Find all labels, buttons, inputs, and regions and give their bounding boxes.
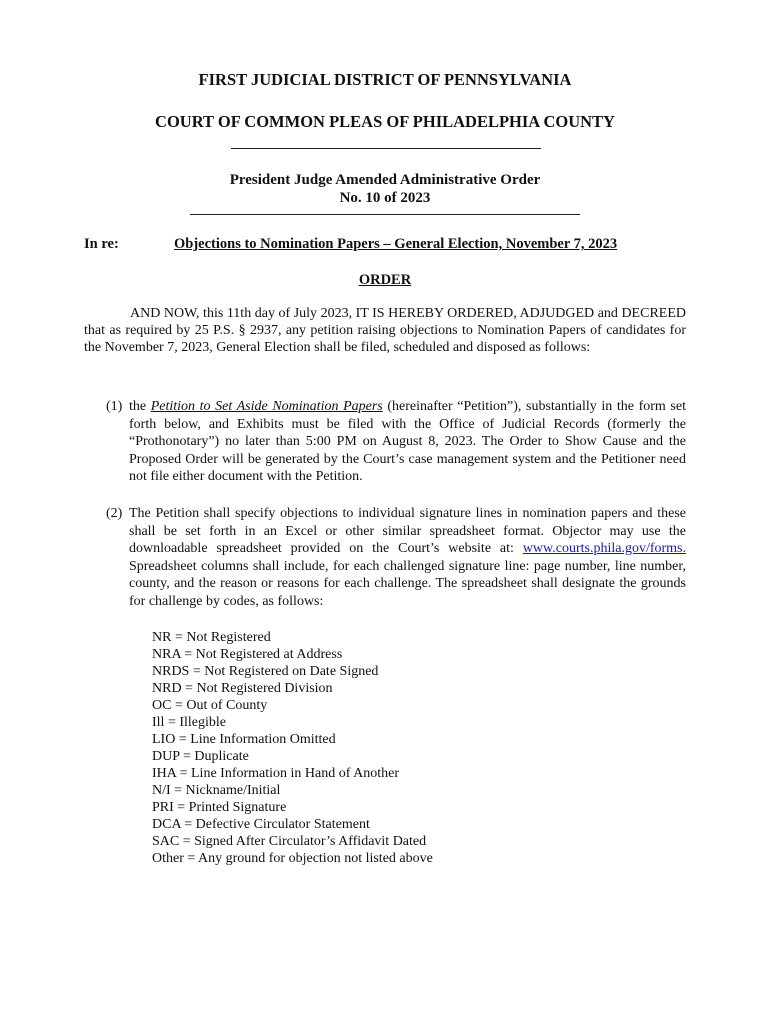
code-item: N/I = Nickname/Initial bbox=[152, 783, 281, 798]
code-item: LIO = Line Information Omitted bbox=[152, 732, 336, 747]
intro-paragraph: AND NOW, this 11th day of July 2023, IT IS HEREBY ORDERED, ADJUDGED and DECREED that as required by 25 P.S. § 2937, any petition raising objections to Nomination Papers of candidates for the November 7, 2023, General Election shall be filed, scheduled and disposed as follows: bbox=[84, 306, 686, 355]
item-body bbox=[129, 505, 686, 610]
list-item bbox=[106, 505, 686, 610]
code-item: NRA = Not Registered at Address bbox=[152, 647, 343, 662]
item-text: The Petition shall specify objections to individual signature lines in nomination papers and these shall be set forth in an Excel or other similar spreadsheet format. Objector may use the downloadable spreadsheet provided on the Court’s website at: bbox=[129, 506, 686, 556]
order-divider bbox=[190, 214, 580, 215]
item-number: (1) bbox=[106, 399, 123, 414]
item-text: Spreadsheet columns shall include, for each challenged signature line: page number, line number, county, and the reason or reasons for each challenge. The spreadsheet shall designate the grounds for challenge by codes, as follows: bbox=[129, 558, 686, 609]
item-number: (2) bbox=[106, 506, 123, 521]
in-re-label: In re: bbox=[84, 236, 119, 252]
code-item: NRD = Not Registered Division bbox=[152, 681, 333, 696]
code-item: PRI = Printed Signature bbox=[152, 800, 287, 815]
code-item: Other = Any ground for objection not listed above bbox=[152, 851, 433, 866]
in-re-subject: Objections to Nomination Papers – General Election, November 7, 2023 bbox=[174, 236, 618, 252]
heading-divider bbox=[231, 148, 541, 149]
order-title: ORDER bbox=[358, 272, 412, 288]
challenge-codes-list bbox=[152, 629, 433, 867]
code-item: NRDS = Not Registered on Date Signed bbox=[152, 664, 379, 679]
petition-link[interactable]: Petition to Set Aside Nomination Papers bbox=[150, 399, 383, 414]
district-heading: FIRST JUDICIAL DISTRICT OF PENNSYLVANIA bbox=[198, 70, 572, 89]
court-heading: COURT OF COMMON PLEAS OF PHILADELPHIA COUNTY bbox=[155, 112, 615, 131]
list-item bbox=[106, 398, 686, 486]
order-number-heading: No. 10 of 2023 bbox=[339, 190, 431, 206]
item-text: (hereinafter “Petition”), substantially in the form set forth below, and Exhibits must be filed with the Office of Judicial Records (formerly the “Prothonotary”) no later than 5:00 PM on August 8, 2023. The Order to Show Cause and the Proposed Order will be generated by the Court’s case management system and the Petitioner need not file either document with the Petition. bbox=[129, 399, 686, 484]
code-item: DUP = Duplicate bbox=[152, 749, 249, 764]
code-item: OC = Out of County bbox=[152, 698, 268, 713]
code-item: NR = Not Registered bbox=[152, 630, 271, 645]
item-body bbox=[129, 398, 686, 486]
order-type-heading: President Judge Amended Administrative Order bbox=[229, 172, 541, 188]
item-text: the bbox=[129, 399, 151, 414]
code-item: Ill = Illegible bbox=[152, 715, 226, 730]
code-item: SAC = Signed After Circulator’s Affidavit Dated bbox=[152, 834, 427, 849]
code-item: IHA = Line Information in Hand of Another bbox=[152, 766, 400, 781]
code-item: DCA = Defective Circulator Statement bbox=[152, 817, 370, 832]
forms-website-link[interactable]: www.courts.phila.gov/forms. bbox=[522, 541, 686, 556]
